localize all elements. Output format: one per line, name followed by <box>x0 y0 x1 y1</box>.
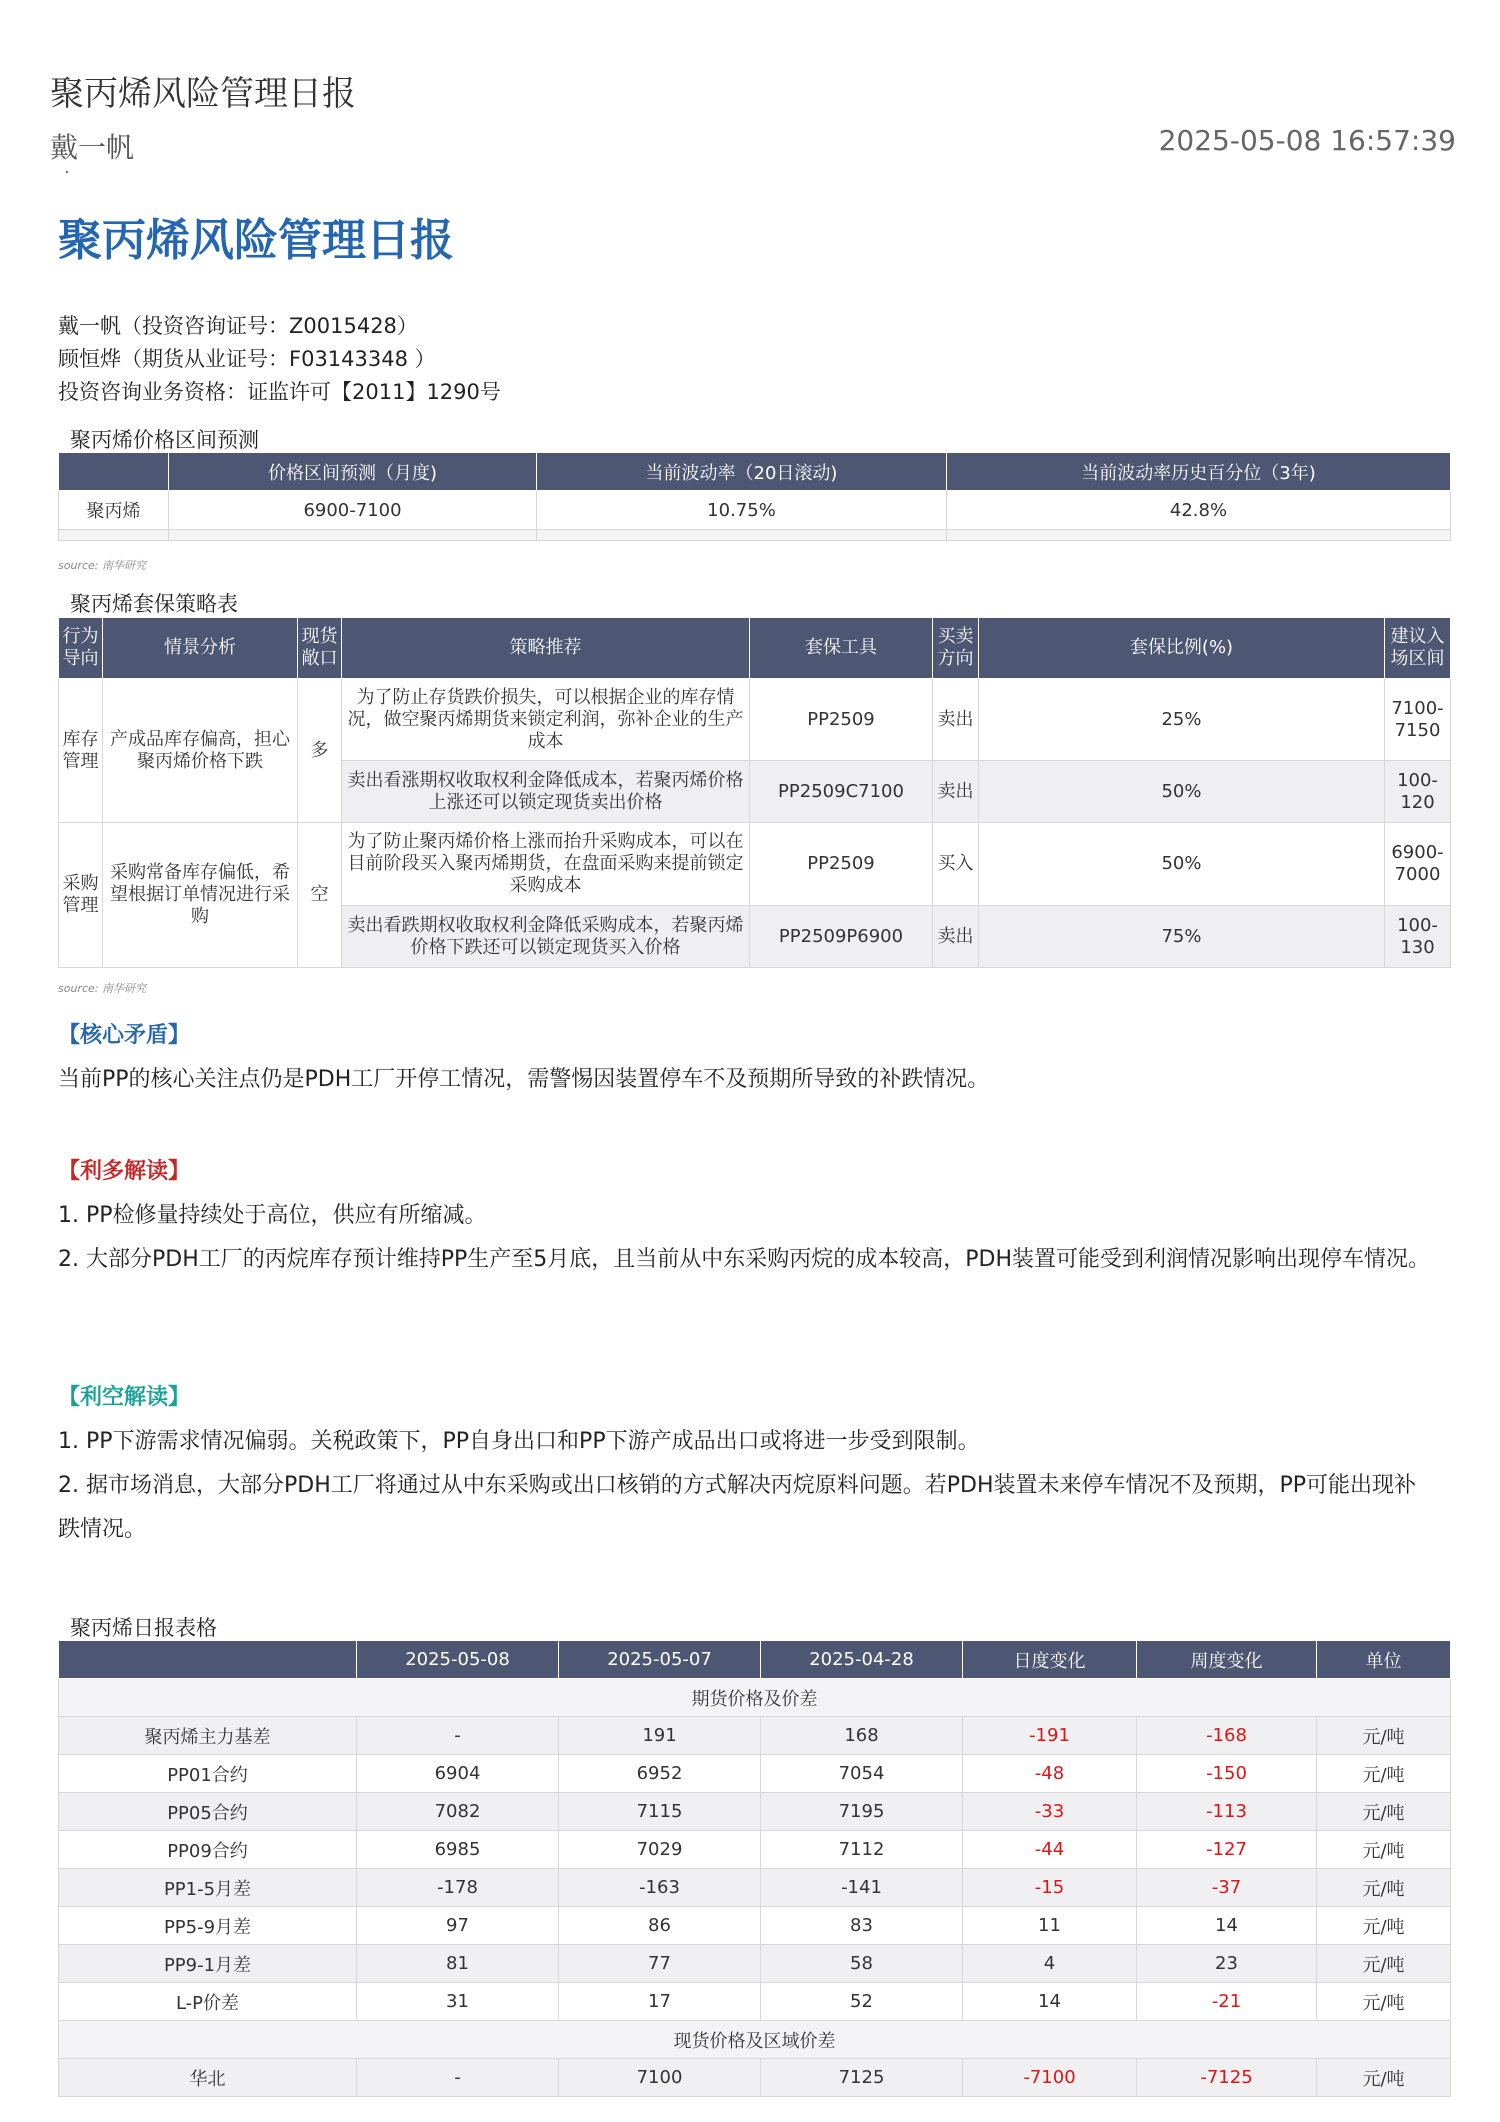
table-cell: 聚丙烯 <box>59 491 169 530</box>
table-row <box>59 1907 1451 1945</box>
unit-cell: 元/吨 <box>1317 1717 1451 1755</box>
paragraph: 2. 大部分PDH工厂的丙烷库存预计维持PP生产至5月底，且当前从中东采购丙烷的成本较高，PDH装置可能受到利润情况影响出现停车情况。 <box>58 1247 1431 1272</box>
column-header: 买卖方向 <box>933 618 979 679</box>
tool-cell: PP2509C7100 <box>750 761 933 823</box>
strategy-cell: 为了防止存货跌价损失，可以根据企业的库存情况，做空聚丙烯期货来锁定利润，弥补企业的生产成本 <box>342 679 750 761</box>
table-row <box>59 1831 1451 1869</box>
daily-table <box>58 1640 1451 2097</box>
value-cell: 7195 <box>761 1793 963 1831</box>
column-header: 单位 <box>1317 1641 1451 1679</box>
credit-line: 顾恒烨（期货从业证号：F03143348 ） <box>58 347 436 371</box>
range-cell: 100-120 <box>1385 761 1451 823</box>
author-name: 戴一帆 <box>50 131 135 164</box>
daily-change-cell: -15 <box>963 1869 1137 1907</box>
behavior-cell: 采购管理 <box>59 823 103 968</box>
value-cell: 77 <box>559 1945 761 1983</box>
bullish-heading: 【利多解读】 <box>58 1159 191 1184</box>
daily-table-caption: 聚丙烯日报表格 <box>70 1616 217 1640</box>
bearish-heading: 【利空解读】 <box>58 1385 191 1410</box>
strategy-cell: 卖出看跌期权收取权利金降低采购成本，若聚丙烯价格下跌还可以锁定现货买入价格 <box>342 906 750 968</box>
exposure-cell: 多 <box>298 679 342 823</box>
column-header: 价格区间预测（月度) <box>169 453 537 491</box>
group-row <box>59 1679 1451 1717</box>
bearish-text <box>58 1420 1438 1552</box>
document-title: 聚丙烯风险管理日报 <box>50 74 356 114</box>
value-cell: 83 <box>761 1907 963 1945</box>
value-cell: 191 <box>559 1717 761 1755</box>
range-cell: 100-130 <box>1385 906 1451 968</box>
weekly-change-cell: -150 <box>1137 1755 1317 1793</box>
table-row <box>59 679 1451 761</box>
table-cell: 42.8% <box>947 491 1451 530</box>
unit-cell: 元/吨 <box>1317 1755 1451 1793</box>
value-cell: -141 <box>761 1869 963 1907</box>
daily-change-cell: 4 <box>963 1945 1137 1983</box>
scenario-cell: 采购常备库存偏低，希望根据订单情况进行采购 <box>103 823 298 968</box>
weekly-change-cell: -7125 <box>1137 2059 1317 2097</box>
value-cell: 17 <box>559 1983 761 2021</box>
column-header <box>59 1641 357 1679</box>
credit-line: 戴一帆（投资咨询证号：Z0015428） <box>58 314 418 338</box>
group-row <box>59 2021 1451 2059</box>
daily-change-cell: -44 <box>963 1831 1137 1869</box>
behavior-cell: 库存管理 <box>59 679 103 823</box>
strategy-cell: 卖出看涨期权收取权利金降低成本，若聚丙烯价格上涨还可以锁定现货卖出价格 <box>342 761 750 823</box>
daily-change-cell: -7100 <box>963 2059 1137 2097</box>
row-label-cell: PP01合约 <box>59 1755 357 1793</box>
tool-cell: PP2509 <box>750 679 933 761</box>
table-row <box>59 491 1451 530</box>
source-note: source: 南华研究 <box>58 559 146 572</box>
value-cell: 7029 <box>559 1831 761 1869</box>
credits <box>58 310 501 409</box>
table-row <box>59 1983 1451 2021</box>
row-label-cell: PP09合约 <box>59 1831 357 1869</box>
column-header: 日度变化 <box>963 1641 1137 1679</box>
table-row <box>59 1717 1451 1755</box>
value-cell: -178 <box>357 1869 559 1907</box>
table-row <box>59 1793 1451 1831</box>
unit-cell: 元/吨 <box>1317 1945 1451 1983</box>
spot-rows <box>59 2059 1451 2097</box>
ratio-cell: 75% <box>979 906 1385 968</box>
daily-change-cell: -191 <box>963 1717 1137 1755</box>
direction-cell: 卖出 <box>933 761 979 823</box>
table-cell: 6900-7100 <box>169 491 537 530</box>
weekly-change-cell: 14 <box>1137 1907 1317 1945</box>
daily-change-cell: 11 <box>963 1907 1137 1945</box>
column-header: 建议入场区间 <box>1385 618 1451 679</box>
table-row <box>59 1945 1451 1983</box>
credit-line: 投资咨询业务资格：证监许可【2011】1290号 <box>58 380 501 404</box>
table-row <box>59 823 1451 906</box>
report-title: 聚丙烯风险管理日报 <box>58 215 454 266</box>
ratio-cell: 25% <box>979 679 1385 761</box>
unit-cell: 元/吨 <box>1317 1983 1451 2021</box>
range-table <box>58 452 1451 541</box>
column-header: 情景分析 <box>103 618 298 679</box>
row-label-cell: PP05合约 <box>59 1793 357 1831</box>
value-cell: 52 <box>761 1983 963 2021</box>
futures-rows <box>59 1717 1451 2021</box>
value-cell: - <box>357 1717 559 1755</box>
value-cell: 81 <box>357 1945 559 1983</box>
value-cell: 7054 <box>761 1755 963 1793</box>
tool-cell: PP2509 <box>750 823 933 906</box>
group-label: 现货价格及区域价差 <box>59 2021 1451 2059</box>
direction-cell: 买入 <box>933 823 979 906</box>
column-header: 现货敞口 <box>298 618 342 679</box>
weekly-change-cell: -21 <box>1137 1983 1317 2021</box>
column-header: 行为导向 <box>59 618 103 679</box>
group-label: 期货价格及价差 <box>59 1679 1451 1717</box>
table-header-row <box>59 1641 1451 1679</box>
value-cell: - <box>357 2059 559 2097</box>
column-header: 2025-05-07 <box>559 1641 761 1679</box>
row-label-cell: PP1-5月差 <box>59 1869 357 1907</box>
weekly-change-cell: -113 <box>1137 1793 1317 1831</box>
value-cell: 7115 <box>559 1793 761 1831</box>
unit-cell: 元/吨 <box>1317 1831 1451 1869</box>
direction-cell: 卖出 <box>933 679 979 761</box>
row-label-cell: L-P价差 <box>59 1983 357 2021</box>
timestamp: 2025-05-08 16:57:39 <box>1158 124 1456 157</box>
column-header: 2025-04-28 <box>761 1641 963 1679</box>
bullish-text <box>58 1194 1438 1282</box>
unit-cell: 元/吨 <box>1317 2059 1451 2097</box>
hedge-table-caption: 聚丙烯套保策略表 <box>70 592 238 616</box>
range-cell: 7100-7150 <box>1385 679 1451 761</box>
value-cell: 7112 <box>761 1831 963 1869</box>
table-row <box>59 2059 1451 2097</box>
table-header-row <box>59 453 1451 491</box>
range-cell: 6900-7000 <box>1385 823 1451 906</box>
table-header-row <box>59 618 1451 679</box>
table-cell: 10.75% <box>537 491 947 530</box>
column-header <box>59 453 169 491</box>
row-label-cell: PP9-1月差 <box>59 1945 357 1983</box>
value-cell: 6952 <box>559 1755 761 1793</box>
paragraph: 1. PP检修量持续处于高位，供应有所缩减。 <box>58 1203 487 1228</box>
column-header: 套保比例(%) <box>979 618 1385 679</box>
tool-cell: PP2509P6900 <box>750 906 933 968</box>
direction-cell: 卖出 <box>933 906 979 968</box>
column-header: 策略推荐 <box>342 618 750 679</box>
value-cell: 7082 <box>357 1793 559 1831</box>
source-note: source: 南华研究 <box>58 982 146 995</box>
ratio-cell: 50% <box>979 761 1385 823</box>
unit-cell: 元/吨 <box>1317 1793 1451 1831</box>
ratio-cell: 50% <box>979 823 1385 906</box>
daily-change-cell: -33 <box>963 1793 1137 1831</box>
column-header: 套保工具 <box>750 618 933 679</box>
table-spacer-row <box>59 530 1451 541</box>
table-row <box>59 1755 1451 1793</box>
weekly-change-cell: -37 <box>1137 1869 1317 1907</box>
core-text <box>58 1058 1438 1102</box>
daily-change-cell: 14 <box>963 1983 1137 2021</box>
paragraph: 当前PP的核心关注点仍是PDH工厂开停工情况，需警惕因装置停车不及预期所导致的补跌情况。 <box>58 1067 990 1092</box>
value-cell: 6985 <box>357 1831 559 1869</box>
hedge-strategy-table <box>58 617 1451 968</box>
column-header: 当前波动率历史百分位（3年) <box>947 453 1451 491</box>
row-label-cell: PP5-9月差 <box>59 1907 357 1945</box>
column-header: 当前波动率（20日滚动) <box>537 453 947 491</box>
weekly-change-cell: -168 <box>1137 1717 1317 1755</box>
value-cell: 168 <box>761 1717 963 1755</box>
scenario-cell: 产成品库存偏高，担心聚丙烯价格下跌 <box>103 679 298 823</box>
paragraph: 2. 据市场消息，大部分PDH工厂将通过从中东采购或出口核销的方式解决丙烷原料问题。若PDH装置未来停车情况不及预期，PP可能出现补跌情况。 <box>58 1473 1417 1542</box>
value-cell: 7100 <box>559 2059 761 2097</box>
weekly-change-cell: 23 <box>1137 1945 1317 1983</box>
paragraph: 1. PP下游需求情况偏弱。关税政策下，PP自身出口和PP下游产成品出口或将进一步受到限制。 <box>58 1429 980 1454</box>
column-header: 周度变化 <box>1137 1641 1317 1679</box>
range-table-caption: 聚丙烯价格区间预测 <box>70 428 259 452</box>
value-cell: 86 <box>559 1907 761 1945</box>
row-label-cell: 聚丙烯主力基差 <box>59 1717 357 1755</box>
value-cell: 97 <box>357 1907 559 1945</box>
value-cell: 6904 <box>357 1755 559 1793</box>
dot-marker: · <box>64 162 70 183</box>
table-row <box>59 1869 1451 1907</box>
value-cell: 7125 <box>761 2059 963 2097</box>
column-header: 2025-05-08 <box>357 1641 559 1679</box>
value-cell: 31 <box>357 1983 559 2021</box>
value-cell: 58 <box>761 1945 963 1983</box>
unit-cell: 元/吨 <box>1317 1907 1451 1945</box>
exposure-cell: 空 <box>298 823 342 968</box>
row-label-cell: 华北 <box>59 2059 357 2097</box>
daily-change-cell: -48 <box>963 1755 1137 1793</box>
unit-cell: 元/吨 <box>1317 1869 1451 1907</box>
value-cell: -163 <box>559 1869 761 1907</box>
strategy-cell: 为了防止聚丙烯价格上涨而抬升采购成本，可以在目前阶段买入聚丙烯期货，在盘面采购来提前锁定采购成本 <box>342 823 750 906</box>
weekly-change-cell: -127 <box>1137 1831 1317 1869</box>
core-heading: 【核心矛盾】 <box>58 1023 191 1048</box>
